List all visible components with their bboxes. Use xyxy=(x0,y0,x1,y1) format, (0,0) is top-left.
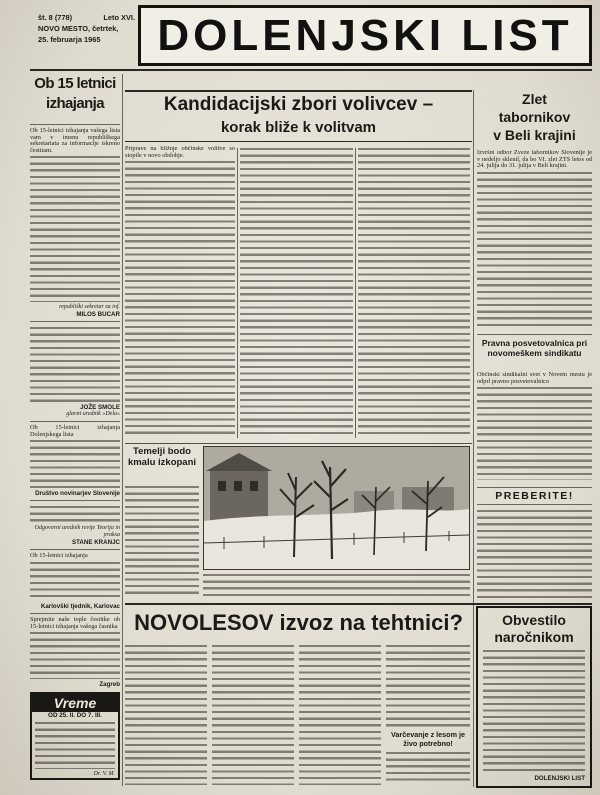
photo-side-article xyxy=(125,484,199,600)
left-headline-line: Ob 15 letnici xyxy=(34,75,116,92)
notice-box xyxy=(476,606,592,788)
greeting-signature-name: Karlovški tjednik, Karlovac xyxy=(40,603,120,610)
news-photo xyxy=(203,446,470,570)
greeting-signature-name: Zagreb xyxy=(99,681,120,688)
photo-caption-lines xyxy=(203,574,470,600)
weather-period: OD 25. II. DO 7. III. xyxy=(48,712,102,719)
place-day: NOVO MESTO, četrtek, xyxy=(38,24,119,33)
column-rule xyxy=(355,148,356,438)
zlet-headline xyxy=(477,90,592,148)
main-article-column-1 xyxy=(125,146,235,440)
greeting-text: Sprejmite naše tople čestitke ob 15-letnici izhajanja vašega časnika xyxy=(30,616,120,630)
weather-box xyxy=(30,692,120,780)
preberite-headline: PREBERITE! xyxy=(477,487,592,505)
body-text-lines xyxy=(30,632,120,679)
notice-signature: DOLENJSKI LIST xyxy=(534,775,585,782)
body-text-lines xyxy=(477,172,592,328)
masthead-title: DOLENJSKI LIST xyxy=(138,5,592,66)
bottom-headline: NOVOLESOV izvoz na tehtnici? xyxy=(134,610,463,635)
body-text-lines xyxy=(30,440,120,488)
left-headline xyxy=(30,74,120,120)
body-text-lines xyxy=(125,161,235,438)
issue-number: št. 8 (778) xyxy=(38,13,73,22)
body-text-lines xyxy=(477,387,592,480)
body-text-lines xyxy=(30,327,120,402)
greeting-text: Ob 15-letnici izhajanja xyxy=(30,552,88,559)
section-rule xyxy=(125,443,472,444)
body-text-lines xyxy=(240,148,353,438)
greeting-signature-role: Odgovorni urednik revije Teorija in praksa xyxy=(34,525,120,538)
body-text-lines xyxy=(386,752,470,785)
body-text-lines xyxy=(125,645,207,785)
column-rule xyxy=(237,148,238,438)
bottom-article-column-2 xyxy=(212,643,294,787)
preberite-article xyxy=(477,508,592,600)
issue-date: 25. februarja 1965 xyxy=(38,35,101,44)
pravna-article xyxy=(477,372,592,482)
greeting-5 xyxy=(30,549,120,610)
greeting-signature-name: JOŽE SMOLE xyxy=(80,404,120,411)
body-text-lines xyxy=(30,506,120,523)
body-text-lines xyxy=(299,645,381,785)
body-text-lines xyxy=(30,562,120,601)
masthead-issue-info xyxy=(38,8,135,62)
weather-title: Vreme xyxy=(32,694,118,712)
main-article-lead: Priprave na bližnje občinske volitve so stopile v novo obdobje. xyxy=(125,146,235,159)
volume: Leto XVI. xyxy=(103,13,135,22)
body-text-lines xyxy=(212,645,294,785)
notice-headline: Obvestilo naročnikom xyxy=(494,612,574,645)
greeting-4 xyxy=(30,500,120,546)
photo-image xyxy=(204,447,469,569)
zlet-headline-line: v Beli krajini xyxy=(493,127,576,143)
section-rule xyxy=(125,603,592,605)
greeting-text: Ob 15-letnici izhajanja Dolenjskega lista xyxy=(30,424,120,438)
masthead-rule xyxy=(30,69,592,71)
greeting-6 xyxy=(30,613,120,688)
greeting-signature-role: glavni urednik »Dela« xyxy=(66,411,120,417)
main-article-column-3 xyxy=(358,146,470,440)
zlet-article xyxy=(477,150,592,330)
body-text-lines xyxy=(386,645,470,727)
greeting-2 xyxy=(30,321,120,418)
bottom-article-column-1 xyxy=(125,643,207,787)
greeting-signature-role: republiški sekretar za inf. xyxy=(59,304,120,310)
zlet-headline-line: Zlet xyxy=(522,91,547,107)
pravna-headline: Pravna posvetovalnica pri novomeškem sindikatu xyxy=(477,334,592,370)
greeting-1 xyxy=(30,124,120,318)
issue-row xyxy=(38,12,135,23)
left-headline-line: izhajanja xyxy=(46,95,104,112)
main-headline-line: korak bliže k volitvam xyxy=(220,119,377,136)
greeting-signature-name: STANE KRANJC xyxy=(71,539,120,546)
body-text-lines xyxy=(30,156,120,302)
body-text-lines xyxy=(35,722,115,769)
greeting-signature-name: MILOS BUCAR xyxy=(76,311,120,318)
column-rule-right xyxy=(473,90,474,787)
weather-signature: Dr. V. M. xyxy=(93,771,115,777)
greeting-3 xyxy=(30,421,120,497)
main-headline-line: Kandidacijski zbori volivcev – xyxy=(163,94,434,115)
bottom-article-column-4 xyxy=(386,643,470,787)
main-headline xyxy=(125,90,472,142)
zlet-headline-line: tabornikov xyxy=(498,109,571,125)
bottom-subhead: Varčevanje z lesom je živo potrebno! xyxy=(391,730,465,748)
main-article-column-2 xyxy=(240,146,353,440)
body-text-lines xyxy=(358,148,470,438)
column-rule-left xyxy=(122,74,123,786)
bottom-article-column-3 xyxy=(299,643,381,787)
pravna-lead: Občinski sindikalni svet v Novem mestu je odprl pravno posvetovalnico xyxy=(477,372,592,385)
photo-side-headline: Temelji bodo kmalu izkopani xyxy=(127,446,197,468)
greeting-text: Ob 15-letnici izhajanja vašega lista vam v imenu republiškega sekretariata za informacije iskreno čestitam. xyxy=(30,127,120,154)
body-text-lines xyxy=(483,650,585,773)
greeting-signature-name: Društvo novinarjev Slovenije xyxy=(35,490,120,497)
body-text-lines xyxy=(125,486,199,598)
zlet-lead: Izvršni odbor Zveze tabornikov Slovenije je v nedeljo sklenil, da bo VI. zlet ZTS letos od 24. julija do 31. julija v Beli krajini. xyxy=(477,150,592,170)
body-text-lines xyxy=(477,510,592,598)
